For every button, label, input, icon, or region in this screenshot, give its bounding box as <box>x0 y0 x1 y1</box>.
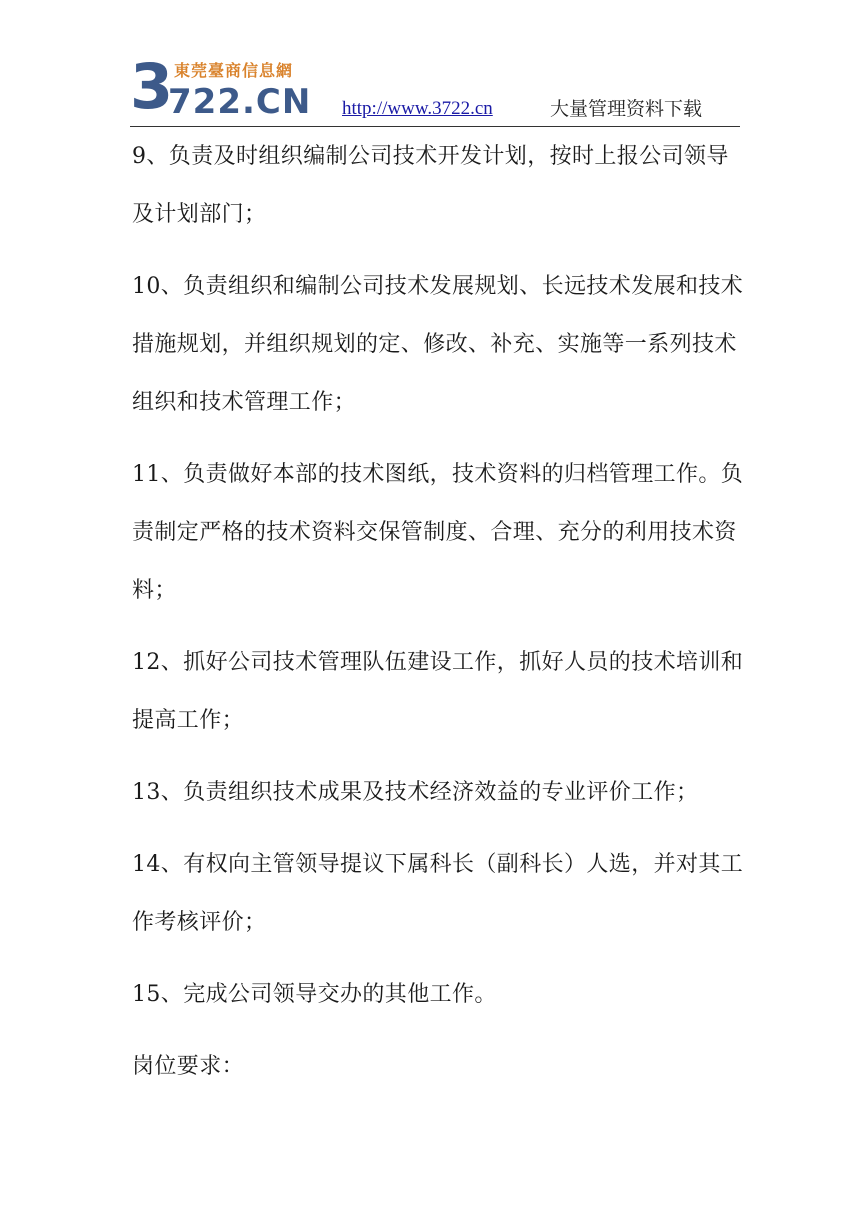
paragraph-item-12: 12、抓好公司技术管理队伍建设工作，抓好人员的技术培训和提高工作； <box>132 650 744 733</box>
logo-chinese-name: 東莞臺商信息網 <box>174 61 294 80</box>
paragraph-item-14: 14、有权向主管领导提议下属科长（副科长）人选，并对其工作考核评价； <box>132 852 744 935</box>
site-logo[interactable] <box>130 50 312 123</box>
document-body <box>132 128 744 1110</box>
site-url-link[interactable]: http://www.3722.cn <box>342 98 493 119</box>
paragraph-item-11: 11、负责做好本部的技术图纸，技术资料的归档管理工作。负责制定严格的技术资料交保管制度、合理、充分的利用技术资料； <box>132 462 744 603</box>
page-header <box>130 50 740 127</box>
logo-domain: 722.CN <box>168 82 312 122</box>
logo-digit: 3 <box>130 50 172 123</box>
paragraph-item-10: 10、负责组织和编制公司技术发展规划、长远技术发展和技术措施规划，并组织规划的定、修改、补充、实施等一系列技术组织和技术管理工作； <box>132 274 744 415</box>
paragraph-item-13: 13、负责组织技术成果及技术经济效益的专业评价工作； <box>132 780 699 805</box>
header-tagline: 大量管理资料下载 <box>550 98 703 120</box>
section-heading-requirements: 岗位要求： <box>132 1054 245 1079</box>
paragraph-item-9: 9、负责及时组织编制公司技术开发计划，按时上报公司领导及计划部门； <box>132 144 729 227</box>
paragraph-item-15: 15、完成公司领导交办的其他工作。 <box>132 982 497 1007</box>
